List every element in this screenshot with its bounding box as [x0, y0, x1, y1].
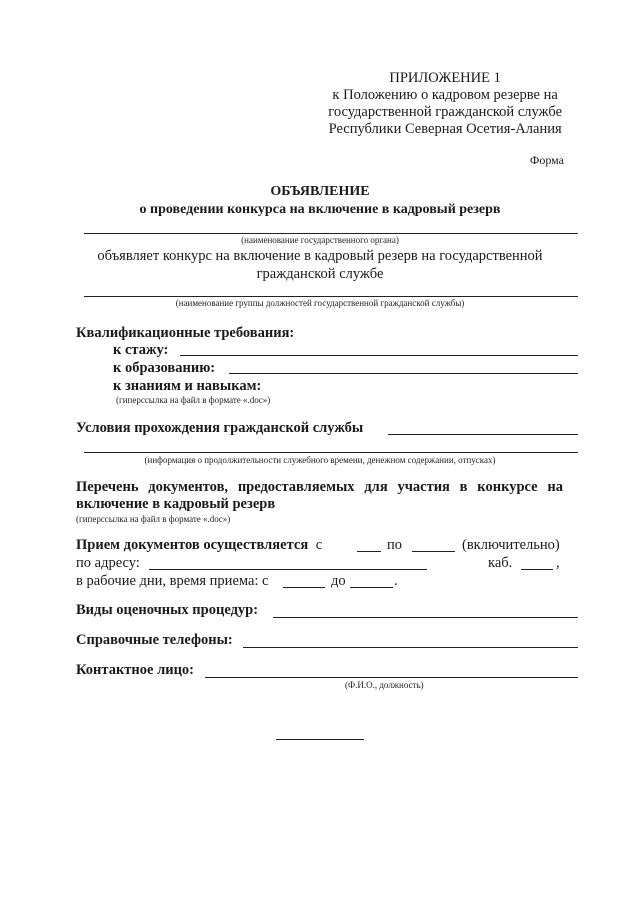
appendix-header	[328, 70, 562, 138]
form-label: Форма	[529, 153, 564, 167]
education-field[interactable]	[229, 373, 578, 374]
service-conditions-field-2[interactable]	[84, 452, 578, 453]
appendix-line-4: Республики Северная Осетия-Алания	[328, 121, 562, 137]
contact-caption: (Ф.И.О., должность)	[345, 680, 424, 690]
room-comma: ,	[556, 555, 560, 571]
phones-label: Справочные телефоны:	[76, 632, 233, 648]
skills-hyperlink-note[interactable]: (гиперссылка на файл в формате «.doc»)	[116, 395, 271, 405]
skills-label: к знаниям и навыкам:	[113, 378, 262, 394]
appendix-line-2: к Положению о кадровом резерве на	[332, 87, 558, 103]
address-field[interactable]	[149, 569, 427, 570]
organ-caption: (наименование государственного органа)	[241, 235, 399, 245]
service-conditions-heading: Условия прохождения гражданской службы	[76, 420, 364, 436]
phones-field[interactable]	[243, 647, 578, 648]
hours-label: в рабочие дни, время приема: с	[76, 573, 269, 589]
organ-name-field[interactable]	[84, 233, 578, 234]
appendix-line-3: государственной гражданской службе	[328, 104, 562, 120]
address-label: по адресу:	[76, 555, 140, 571]
documents-heading-1: Перечень документов, предоставляемых для участия в конкурсе на	[76, 479, 563, 495]
appendix-number: ПРИЛОЖЕНИЕ 1	[389, 70, 501, 86]
position-group-field[interactable]	[84, 296, 578, 297]
bottom-separator	[276, 739, 364, 740]
room-label: каб.	[488, 555, 513, 571]
service-conditions-caption: (информация о продолжительности служебного времени, денежном содержании, отпусках)	[144, 455, 496, 465]
evaluation-field[interactable]	[273, 617, 578, 618]
qualification-heading: Квалификационные требования:	[76, 325, 295, 341]
service-conditions-field[interactable]	[388, 434, 578, 435]
hours-from-field[interactable]	[283, 587, 325, 588]
contact-label: Контактное лицо:	[76, 662, 195, 678]
contact-field[interactable]	[205, 677, 578, 678]
reception-from-label: с	[315, 537, 323, 553]
announces-text-2: гражданской службе	[256, 266, 384, 282]
hours-period: .	[394, 573, 398, 589]
documents-heading-2: включение в кадровый резерв	[76, 496, 276, 512]
document-subtitle: о проведении конкурса на включение в кадровый резерв	[139, 202, 501, 217]
reception-inclusive: (включительно)	[462, 537, 560, 553]
education-label: к образованию:	[113, 360, 216, 376]
hours-to-label: до	[331, 573, 346, 589]
hours-to-field[interactable]	[350, 587, 393, 588]
announces-text-1: объявляет конкурс на включение в кадровый резерв на государственной	[97, 248, 543, 264]
reception-line-1	[76, 537, 322, 554]
room-field[interactable]	[521, 569, 553, 570]
experience-field[interactable]	[180, 355, 578, 356]
reception-to-label: по	[387, 537, 403, 553]
reception-from-date[interactable]	[357, 551, 381, 552]
evaluation-label: Виды оценочных процедур:	[76, 602, 259, 618]
group-caption: (наименование группы должностей государственной гражданской службы)	[175, 298, 465, 308]
document-title: ОБЪЯВЛЕНИЕ	[270, 184, 370, 199]
reception-heading: Прием документов осуществляется	[76, 537, 309, 553]
documents-hyperlink-note[interactable]: (гиперссылка на файл в формате «.doc»)	[76, 514, 231, 524]
reception-to-date[interactable]	[412, 551, 455, 552]
experience-label: к стажу:	[113, 342, 169, 358]
